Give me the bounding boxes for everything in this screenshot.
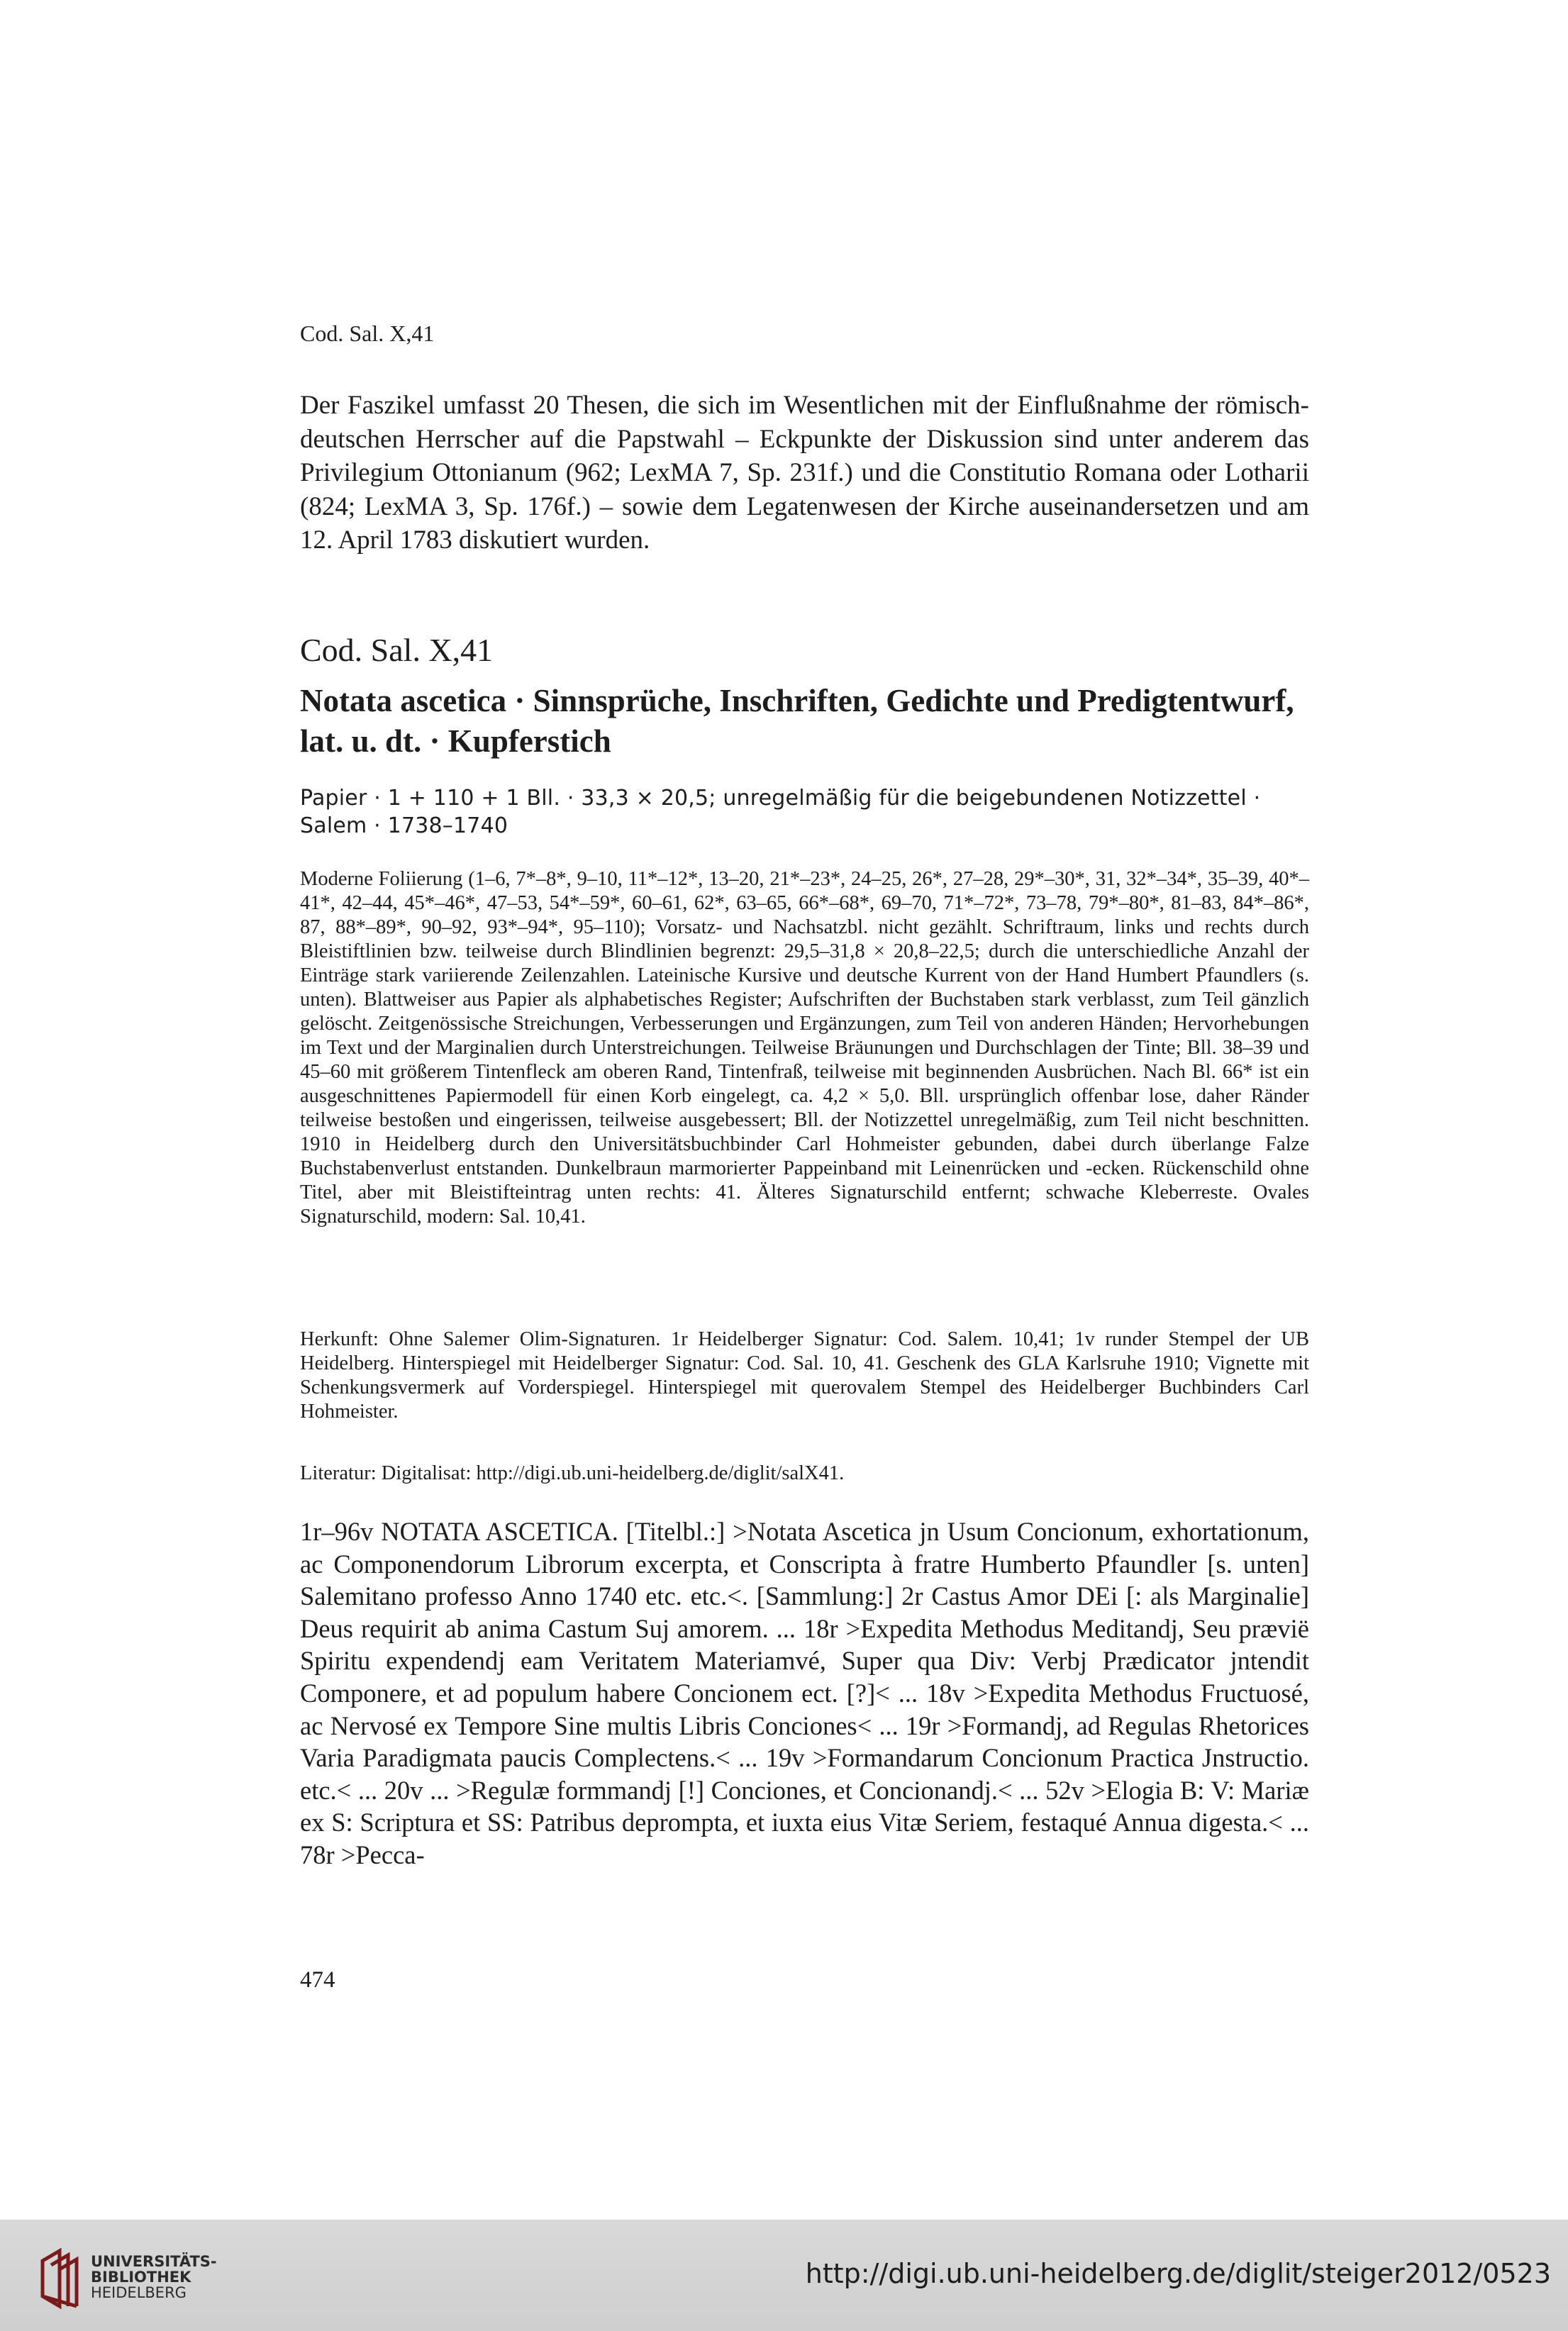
footer-bar: [0, 2220, 1568, 2331]
intro-paragraph: Der Faszikel umfasst 20 Thesen, die sich im Wesentlichen mit der Einflußnahme der römisch-deutschen Herrscher auf die Papstwahl – Eckpunkte der Diskussion sind unter anderem das Privilegium Ottonianum (962; LexMA 7, Sp. 231f.) und die Constitutio Romana oder Lotharii (824; LexMA 3, Sp. 176f.) – sowie dem Legatenwesen der Kirche auseinandersetzen und am 12. April 1783 diskutiert wurden.: [300, 391, 1309, 555]
logo-line-3: HEIDELBERG: [91, 2284, 187, 2301]
page-number: 474: [300, 1967, 335, 1993]
entry-physical-description: Papier · 1 + 110 + 1 Bll. · 33,3 × 20,5; unregelmäßig für die beigebundenen Notizzettel · Salem · 1738–1740: [300, 786, 1261, 838]
entry-codicological-description: Moderne Foliierung (1–6, 7*–8*, 9–10, 11*–12*, 13–20, 21*–23*, 24–25, 26*, 27–28, 29*–30*, 31, 32*–34*, 35–39, 40*–41*, 42–44, 45*–46*, 47–53, 54*–59*, 60–61, 62*, 63–65, 66*–68*, 69–70, 71*–72*, 73–78, 79*–80*, 81–83, 84*–86*, 87, 88*–89*, 90–92, 93*–94*, 95–110); Vorsatz- und Nachsatzbl. nicht gezählt. Schriftraum, links und rechts durch Bleistiftlinien bzw. teilweise durch Blindlinien begrenzt: 29,5–31,8 × 20,8–22,5; durch die unterschiedliche Anzahl der Einträge stark variierende Zeilenzahlen. Lateinische Kursive und deutsche Kurrent von der Hand Humbert Pfaundlers (s. unten). Blattweiser aus Papier als alphabetisches Register; Aufschriften der Buchstaben stark verblasst, zum Teil gänzlich gelöscht. Zeitgenössische Streichungen, Verbesserungen und Ergänzungen, zum Teil von anderen Händen; Hervorhebungen im Text und der Marginalien durch Unterstreichungen. Teilweise Bräunungen und Durchschlagen der Tinte; Bll. 38–39 und 45–60 mit größerem Tintenfleck am oberen Rand, Tintenfraß, teilweise mit beginnenden Ausbrüchen. Nach Bl. 66* ist ein ausgeschnittenes Papiermodell für einen Korb eingelegt, ca. 4,2 × 5,0. Bll. ursprünglich offenbar lose, daher Ränder teilweise bestoßen und eingerissen, teilweise ausgebessert; Bll. der Notizzettel unregelmäßig, zum Teil nicht beschnitten. 1910 in Heidelberg durch den Universitätsbuchbinder Carl Hohmeister gebunden, dabei durch überlange Falze Buchstabenverlust entstanden. Dunkelbraun marmorierter Pappeinband mit Leinenrücken und -ecken. Rückenschild ohne Titel, aber mit Bleistifteintrag unten rechts: 41. Älteres Signaturschild entfernt; schwache Kleberreste. Ovales Signaturschild, modern: Sal. 10,41.: [300, 868, 1309, 1228]
source-url[interactable]: http://digi.ub.uni-heidelberg.de/diglit/steiger2012/0523: [805, 2258, 1551, 2289]
entry-provenance: Herkunft: Ohne Salemer Olim-Signaturen. 1r Heidelberger Signatur: Cod. Salem. 10,41; 1v runder Stempel der UB Heidelberg. Hinterspiegel mit Heidelberger Signatur: Cod. Sal. 10, 41. Geschenk des GLA Karlsruhe 1910; Vignette mit Schenkungsvermerk auf Vorderspiegel. Hinterspiegel mit querovalem Stempel des Heidelberger Buchbinders Carl Hohmeister.: [300, 1328, 1309, 1423]
entry-contents: 1r–96v NOTATA ASCETICA. [Titelbl.:] >Notata Ascetica jn Usum Concionum, exhortationum, ac Componendorum Librorum excerpta, et Conscripta à fratre Humberto Pfaundler [s. unten] Salemitano professo Anno 1740 etc. etc.<. [Sammlung:] 2r Castus Amor DEi [: als Marginalie] Deus requirit ab anima Castum Suj amorem. ... 18r >Expedita Methodus Meditandj, Seu prævië Spiritu expendendj eam Veritatem Materiamvé, Super qua Div: Verbj Prædicator jntendit Componere, et ad populum habere Concionem ect. [?]< ... 18v >Expedita Methodus Fructuosé, ac Nervosé ex Tempore Sine multis Libris Conciones< ... 19r >Formandj, ad Regulas Rhetorices Varia Paradigmata paucis Complectens.< ... 19v >Formandarum Concionum Practica Jnstructio. etc.< ... 20v ... >Regulæ formmandj [!] Conciones, et Concionandj.< ... 52v >Elogia B: V: Mariæ ex S: Scriptura et SS: Patribus deprompta, et iuxta eius Vitæ Seriem, festaqué Annua digesta.< ... 78r >Pecca-: [300, 1517, 1309, 1869]
library-logo-icon: [38, 2247, 89, 2310]
running-head: Cod. Sal. X,41: [300, 321, 435, 346]
entry-title: Notata ascetica · Sinnsprüche, Inschriften, Gedichte und Predigtentwurf, lat. u. dt. · Kupferstich: [300, 683, 1294, 759]
library-logo-text: [91, 2254, 217, 2301]
logo-line-2: BIBLIOTHEK: [91, 2269, 191, 2286]
entry-shelfmark: Cod. Sal. X,41: [300, 632, 494, 668]
entry-literature: Literatur: Digitalisat: http://digi.ub.uni-heidelberg.de/diglit/salX41.: [300, 1462, 845, 1484]
logo-line-1: UNIVERSITÄTS-: [91, 2253, 217, 2270]
